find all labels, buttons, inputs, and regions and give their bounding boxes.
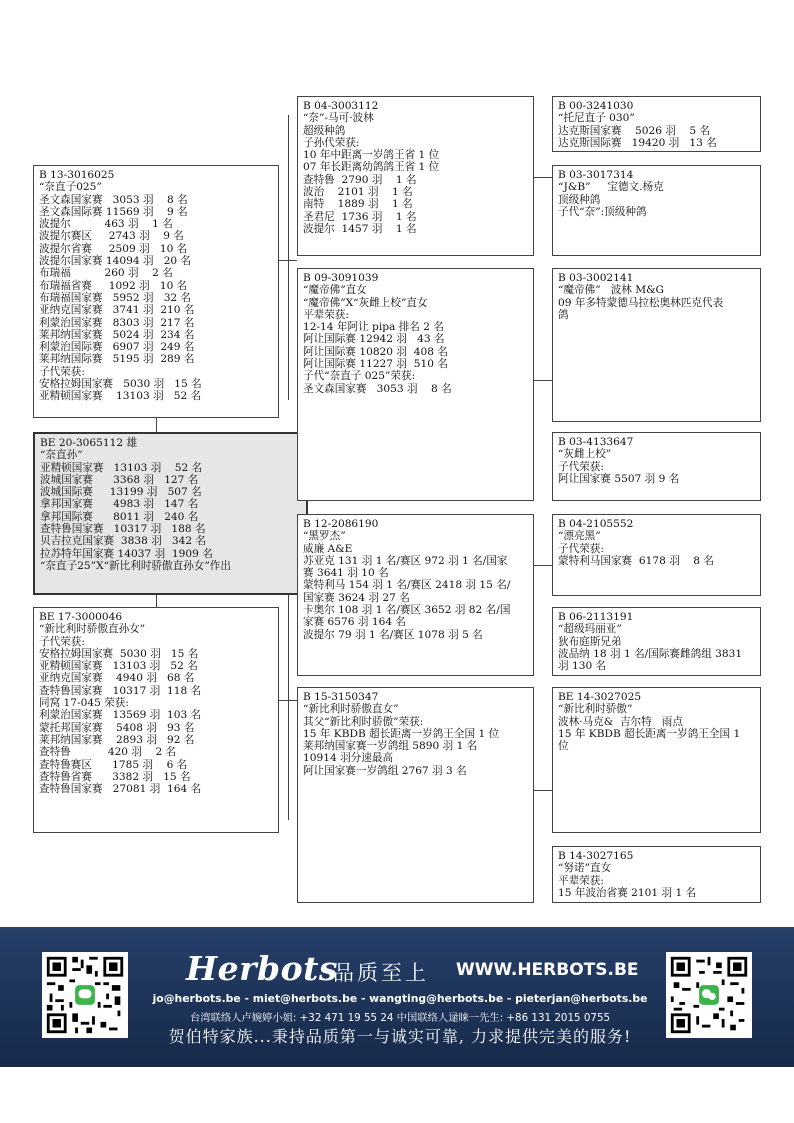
card-rows bbox=[303, 518, 529, 641]
pigeon-card-dds bbox=[552, 687, 761, 833]
pigeon-card-ssd bbox=[552, 165, 761, 256]
card-row: 拉苏特年国家赛 14037 羽 1909 名 bbox=[40, 547, 213, 560]
card-row: 阿让国家赛 5507 羽 9 名 bbox=[558, 472, 680, 485]
pigeon-card-subject bbox=[33, 432, 308, 595]
card-row: 圣文森国家赛 3053 羽 8 名 bbox=[303, 382, 452, 395]
pigeon-card-sire-sire bbox=[297, 96, 534, 256]
card-row: 15 年 KBDB 超长距离一岁鸽王全国 1 bbox=[558, 727, 741, 740]
card-rows bbox=[40, 437, 302, 572]
card-row: “奈”-马可·波林 bbox=[303, 112, 374, 125]
connector-line bbox=[534, 380, 552, 381]
card-rows bbox=[558, 272, 756, 321]
card-row: 亚精顿国家赛 13103 羽 52 名 bbox=[39, 390, 202, 403]
contact-phones: 台湾联络人卢婉婷小姐: +32 471 19 55 24 中国联络人逯睐一先生: +86 131 2015 0755 bbox=[189, 1012, 611, 1024]
card-row: 莱邦纳国家赛一岁鸽组 5890 羽 1 名 bbox=[303, 740, 478, 753]
card-row: “超级玛丽亚” bbox=[558, 623, 622, 636]
card-row: 15 年波治省赛 2101 羽 1 名 bbox=[558, 886, 697, 899]
card-row: 阿让国际赛 11227 羽 510 名 bbox=[303, 358, 448, 371]
connector-line bbox=[534, 177, 552, 178]
card-row: “奈直孙” bbox=[40, 449, 83, 462]
connector-line bbox=[534, 565, 552, 566]
card-row: 波提尔赛区 2743 羽 9 名 bbox=[39, 230, 184, 243]
card-row: 波提尔 1457 羽 1 名 bbox=[303, 222, 417, 235]
card-row: 超级种鸽 bbox=[303, 124, 346, 137]
card-row: 子孙代荣获: bbox=[303, 136, 360, 149]
card-row: 圣文森国际赛 11569 羽 9 名 bbox=[39, 205, 188, 218]
card-row: 阿让国际赛 10820 羽 408 名 bbox=[303, 345, 448, 358]
card-row: “新比利时骄傲直女” bbox=[303, 703, 399, 716]
connector-line bbox=[156, 595, 157, 607]
pigeon-card-sire bbox=[33, 165, 279, 418]
ring-number: B 06-2113191 bbox=[558, 611, 634, 623]
card-row: 亚纳克国家赛 4940 羽 68 名 bbox=[39, 672, 195, 685]
connector-line bbox=[288, 580, 289, 700]
card-row: 蒙特利马 154 羽 1 名/赛区 2418 羽 15 名/ bbox=[303, 579, 511, 592]
card-row: 利蒙治国家赛 8303 羽 217 名 bbox=[39, 316, 195, 329]
ring-number: B 04-3003112 bbox=[303, 100, 379, 112]
card-row: 查特鲁 420 羽 2 名 bbox=[39, 746, 177, 759]
pigeon-card-sss bbox=[552, 96, 761, 152]
card-row: 莱邦纳国家赛 2893 羽 92 名 bbox=[39, 733, 195, 746]
card-rows bbox=[303, 100, 529, 235]
card-row: 圣君尼 1736 羽 1 名 bbox=[303, 210, 417, 223]
card-row: 平辈荣获: bbox=[303, 308, 349, 321]
card-rows bbox=[558, 100, 756, 149]
ring-number: BE 17-3000046 bbox=[39, 611, 123, 623]
card-row: “新比利时骄傲直孙女” bbox=[39, 623, 146, 636]
card-row: 子代荣获: bbox=[558, 460, 604, 473]
ring-number: B 09-3091039 bbox=[303, 272, 379, 284]
card-row: 波提尔省赛 2509 羽 10 名 bbox=[39, 242, 188, 255]
card-row: 威廉 A&E bbox=[303, 542, 353, 555]
card-row: 波提尔国家赛 14094 羽 20 名 bbox=[39, 255, 192, 268]
card-row: “灰雌上校” bbox=[558, 448, 612, 461]
card-row: 查特鲁国家赛 10317 羽 188 名 bbox=[40, 523, 206, 536]
card-row: “新比利时骄傲” bbox=[558, 703, 633, 716]
card-row: 利蒙治国际赛 6907 羽 249 名 bbox=[39, 341, 195, 354]
card-row: 波城国家赛 3368 羽 127 名 bbox=[40, 473, 199, 486]
card-row: 10 年中距离一岁鸽王省 1 位 bbox=[303, 149, 440, 162]
card-row: 拿邦国家赛 4983 羽 147 名 bbox=[40, 498, 199, 511]
card-row: 狄布庭斯兄弟 bbox=[558, 635, 622, 648]
card-row: 阿让国家赛一岁鸽组 2767 羽 3 名 bbox=[303, 764, 467, 777]
herbots-logo: Herbots bbox=[186, 949, 338, 988]
card-row: “魔帝佛” 波林 M&G bbox=[558, 284, 665, 297]
card-row: 子代荣获: bbox=[39, 635, 85, 648]
ring-number: B 15-3150347 bbox=[303, 691, 379, 703]
card-rows bbox=[39, 169, 274, 403]
card-row: 波提尔 463 羽 1 名 bbox=[39, 218, 173, 231]
card-row: 亚精顿国家赛 13103 羽 52 名 bbox=[39, 660, 198, 673]
card-row: 莱邦纳国际赛 5195 羽 289 名 bbox=[39, 353, 195, 366]
card-row: 波城国际赛 13199 羽 507 名 bbox=[40, 486, 202, 499]
connector-line bbox=[288, 115, 289, 260]
ring-number: B 12-2086190 bbox=[303, 518, 379, 530]
footer-banner bbox=[0, 927, 794, 1067]
qr-code-wechat[interactable] bbox=[666, 952, 752, 1038]
card-row: 羽 130 名 bbox=[558, 660, 607, 673]
card-row: “黑罗杰” bbox=[303, 530, 346, 543]
pigeon-card-ddd bbox=[552, 846, 761, 903]
card-row: 平辈荣获: bbox=[558, 874, 604, 887]
card-row: 贝吉拉克国家赛 3838 羽 342 名 bbox=[40, 535, 207, 548]
card-row: 波治 2101 羽 1 名 bbox=[303, 186, 413, 199]
brand-slogan: 品质至上 bbox=[333, 961, 429, 985]
card-row: “奈直子25”X“新比利时骄傲直孙女”作出 bbox=[40, 559, 231, 572]
card-row: 达克斯国家赛 5026 羽 5 名 bbox=[558, 124, 711, 137]
qr-pattern bbox=[668, 954, 750, 1036]
card-row: 安格拉姆国家赛 5030 羽 15 名 bbox=[39, 647, 199, 660]
card-row: 圣文森国家赛 3053 羽 8 名 bbox=[39, 193, 188, 206]
card-row: 10914 羽分速最高 bbox=[303, 752, 394, 765]
card-row: 鸽 bbox=[558, 308, 569, 321]
card-row: 拿邦国际赛 8011 羽 240 名 bbox=[40, 510, 199, 523]
ring-number: B 14-3027165 bbox=[558, 850, 634, 862]
pigeon-card-sds bbox=[552, 268, 761, 422]
card-row: 同窝 17-045 荣获: bbox=[39, 697, 129, 710]
card-row: 亚精顿国家赛 13103 羽 52 名 bbox=[40, 461, 203, 474]
card-rows bbox=[303, 691, 529, 777]
card-row: 阿让国际赛 12942 羽 43 名 bbox=[303, 333, 445, 346]
card-row: 布瑞福省赛 1092 羽 10 名 bbox=[39, 279, 188, 292]
card-rows bbox=[558, 691, 756, 752]
connector-line bbox=[534, 790, 552, 791]
ring-number: B 03-3017314 bbox=[558, 169, 634, 181]
card-row: “魔帝佛”直女 bbox=[303, 284, 367, 297]
ring-number: B 00-3241030 bbox=[558, 100, 634, 112]
pigeon-card-dss bbox=[552, 514, 761, 596]
qr-pattern bbox=[44, 954, 126, 1036]
card-rows bbox=[558, 850, 756, 899]
qr-code-line[interactable] bbox=[42, 952, 128, 1038]
pigeon-card-sire-dam bbox=[297, 268, 534, 501]
card-row: 位 bbox=[558, 740, 569, 753]
card-row: 波提尔 79 羽 1 名/赛区 1078 羽 5 名 bbox=[303, 628, 483, 641]
card-row: 15 年 KBDB 超长距离一岁鸽王全国 1 位 bbox=[303, 727, 500, 740]
card-row: “漂亮黑” bbox=[558, 530, 601, 543]
ring-number: BE 20-3065112 雄 bbox=[40, 437, 138, 449]
connector-line bbox=[288, 700, 289, 820]
card-row: 卡奥尔 108 羽 1 名/赛区 3652 羽 82 名/国 bbox=[303, 604, 511, 617]
connector-line bbox=[156, 418, 157, 432]
card-row: 亚纳克国家赛 3741 羽 210 名 bbox=[39, 304, 195, 317]
pigeon-card-dam-sire bbox=[297, 514, 534, 676]
card-rows bbox=[558, 611, 756, 672]
card-row: 查特鲁国家赛 10317 羽 118 名 bbox=[39, 684, 202, 697]
card-row: 其父“新比利时骄傲”荣获: bbox=[303, 715, 424, 728]
card-row: “J&B” 宝德文.杨克 bbox=[558, 181, 664, 194]
card-row: 蒙托邦国家赛 5408 羽 93 名 bbox=[39, 721, 195, 734]
card-row: 查特鲁赛区 1785 羽 6 名 bbox=[39, 758, 188, 771]
card-rows bbox=[303, 272, 529, 395]
card-row: 苏亚克 131 羽 1 名/赛区 972 羽 1 名/国家 bbox=[303, 554, 508, 567]
card-rows bbox=[558, 436, 756, 485]
card-row: 顶级种鸽 bbox=[558, 193, 601, 206]
card-row: “托尼直子 030” bbox=[558, 112, 635, 125]
card-row: “奈直子025” bbox=[39, 181, 102, 194]
brand-row bbox=[170, 949, 639, 989]
card-row: 子代“奈”:顶级种鸽 bbox=[558, 205, 647, 218]
card-row: 国家赛 3624 羽 27 名 bbox=[303, 591, 410, 604]
card-row: 09 年多特蒙德马拉松奥林匹克代表 bbox=[558, 296, 724, 309]
card-row: 查特鲁省赛 3382 羽 15 名 bbox=[39, 770, 191, 783]
ring-number: B 13-3016025 bbox=[39, 169, 115, 181]
company-motto: 贺伯特家族...秉持品质第一与诚实可靠, 力求提供完美的服务! bbox=[168, 1027, 632, 1046]
card-row: 查特鲁 2790 羽 1 名 bbox=[303, 173, 417, 186]
card-row: 12-14 年阿让 pipa 排名 2 名 bbox=[303, 321, 444, 334]
website-link[interactable]: WWW.HERBOTS.BE bbox=[456, 960, 639, 980]
card-row: 布瑞福 260 羽 2 名 bbox=[39, 267, 173, 280]
card-row: 子代荣获: bbox=[39, 365, 85, 378]
pigeon-card-sdd bbox=[552, 432, 761, 501]
card-row: 蒙特利马国家赛 6178 羽 8 名 bbox=[558, 554, 714, 567]
card-row: 07 年长距离幼鸽鸽王省 1 位 bbox=[303, 161, 440, 174]
card-row: 查特鲁国家赛 27081 羽 164 名 bbox=[39, 783, 202, 796]
contact-emails[interactable]: jo@herbots.be - miet@herbots.be - wangting@herbots.be - pieterjan@herbots.be bbox=[152, 992, 648, 1005]
card-rows bbox=[558, 518, 756, 567]
ring-number: B 03-4133647 bbox=[558, 436, 634, 448]
card-row: 布瑞福国家赛 5952 羽 32 名 bbox=[39, 291, 192, 304]
card-row: 南特 1889 羽 1 名 bbox=[303, 198, 413, 211]
pigeon-card-dam bbox=[33, 607, 279, 833]
card-row: “努诺”直女 bbox=[558, 862, 612, 875]
card-row: 利蒙治国家赛 13569 羽 103 名 bbox=[39, 709, 202, 722]
ring-number: B 03-3002141 bbox=[558, 272, 634, 284]
ring-number: BE 14-3027025 bbox=[558, 691, 642, 703]
card-row: 莱邦纳国家赛 5024 羽 234 名 bbox=[39, 328, 195, 341]
ring-number: B 04-2105552 bbox=[558, 518, 634, 530]
pigeon-card-dsd bbox=[552, 607, 761, 676]
pigeon-card-dam-dam bbox=[297, 687, 534, 903]
card-row: “魔帝佛”X“灰雌上校”直女 bbox=[303, 296, 428, 309]
card-row: 达克斯国际赛 19420 羽 13 名 bbox=[558, 136, 717, 149]
card-row: 家赛 6576 羽 164 名 bbox=[303, 616, 407, 629]
card-row: 波品纳 18 羽 1 名/国际赛雌鸽组 3831 bbox=[558, 647, 743, 660]
card-row: 子代荣获: bbox=[558, 542, 604, 555]
card-row: 子代“奈直子 025”荣获: bbox=[303, 370, 416, 383]
connector-line bbox=[288, 260, 289, 400]
card-row: 波林·马克& 吉尔特 雨点 bbox=[558, 715, 683, 728]
card-row: 安格拉姆国家赛 5030 羽 15 名 bbox=[39, 378, 202, 391]
card-rows bbox=[39, 611, 274, 795]
card-row: 赛 3641 羽 10 名 bbox=[303, 567, 389, 580]
card-rows bbox=[558, 169, 756, 218]
